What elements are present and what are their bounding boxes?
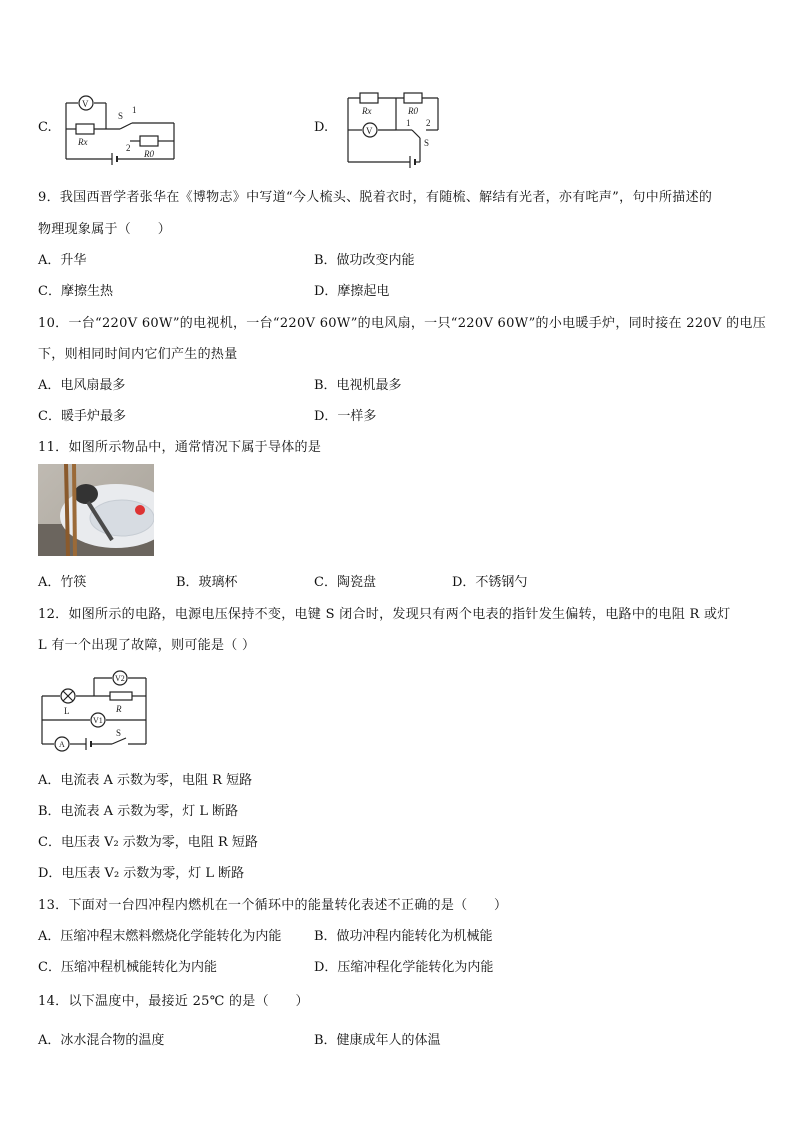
question-14-text: 14．以下温度中，最接近 25℃ 的是（ ） <box>38 994 309 1009</box>
q11-option-a[interactable]: A．竹筷 <box>38 575 87 590</box>
q11-option-b[interactable]: B．玻璃杯 <box>176 575 238 590</box>
q10-option-b[interactable]: B．电视机最多 <box>314 378 402 393</box>
contact-2-label: 2 <box>126 143 131 153</box>
question-13-text: 13．下面对一台四冲程内燃机在一个循环中的能量转化表述不正确的是（ ） <box>38 898 508 913</box>
q10-option-d[interactable]: D．一样多 <box>314 409 377 424</box>
option-c-label: C. <box>38 120 52 135</box>
question-10-text-line1: 10．一台“220V 60W”的电视机，一台“220V 60W”的电风扇，一只“220V 60W”的小电暖手炉，同时接在 220V 的电压 <box>38 316 767 331</box>
q13-option-c[interactable]: C．压缩冲程机械能转化为内能 <box>38 960 217 975</box>
switch-label: S <box>118 111 124 121</box>
question-10-text-line2: 下，则相同时间内它们产生的热量 <box>38 347 238 362</box>
q12-option-c[interactable]: C．电压表 V₂ 示数为零，电阻 R 短路 <box>38 835 258 850</box>
question-9-text-line2: 物理现象属于（ ） <box>38 222 172 237</box>
q9-option-c[interactable]: C．摩擦生热 <box>38 284 113 299</box>
switch-label: S <box>116 728 122 738</box>
contact-2-label: 2 <box>426 118 431 128</box>
tableware-illustration <box>38 464 154 556</box>
circuit-diagram-c <box>58 95 188 167</box>
contact-1-label: 1 <box>132 105 137 115</box>
q9-option-d[interactable]: D．摩擦起电 <box>314 284 390 299</box>
v1-symbol: V1 <box>93 716 103 725</box>
rx-label: Rx <box>78 137 88 147</box>
q14-option-a[interactable]: A．冰水混合物的温度 <box>38 1033 165 1048</box>
q9-option-a[interactable]: A．升华 <box>38 253 87 268</box>
switch-label: S <box>424 138 430 148</box>
r0-label: R0 <box>144 149 154 159</box>
r-label: R <box>116 704 122 714</box>
question-11-text: 11．如图所示物品中，通常情况下属于导体的是 <box>38 440 322 455</box>
q14-option-b[interactable]: B．健康成年人的体温 <box>314 1033 441 1048</box>
q10-option-a[interactable]: A．电风扇最多 <box>38 378 126 393</box>
l-label: L <box>64 706 70 716</box>
circuit-diagram-q12 <box>36 668 152 754</box>
r0-label: R0 <box>408 106 418 116</box>
q11-option-d[interactable]: D．不锈钢勺 <box>452 575 528 590</box>
q12-option-b[interactable]: B．电流表 A 示数为零，灯 L 断路 <box>38 804 239 819</box>
voltmeter-symbol: V <box>366 126 373 136</box>
q9-option-b[interactable]: B．做功改变内能 <box>314 253 415 268</box>
q12-option-d[interactable]: D．电压表 V₂ 示数为零，灯 L 断路 <box>38 866 245 881</box>
v2-symbol: V2 <box>115 674 125 683</box>
q10-option-c[interactable]: C．暖手炉最多 <box>38 409 126 424</box>
rx-label: Rx <box>362 106 372 116</box>
question-12-text-line2: L 有一个出现了故障，则可能是（ ） <box>38 638 256 653</box>
question-12-text-line1: 12．如图所示的电路，电源电压保持不变，电键 S 闭合时，发现只有两个电表的指针发生偏转，电路中的电阻 R 或灯 <box>38 607 731 622</box>
q13-option-b[interactable]: B．做功冲程内能转化为机械能 <box>314 929 493 944</box>
ammeter-symbol: A <box>59 740 65 749</box>
voltmeter-symbol: V <box>82 99 89 109</box>
q11-option-c[interactable]: C．陶瓷盘 <box>314 575 376 590</box>
circuit-diagram-d <box>340 90 450 168</box>
contact-1-label: 1 <box>406 118 411 128</box>
question-9-text-line1: 9．我国西晋学者张华在《博物志》中写道“今人梳头、脱着衣时，有随梳、解结有光者，亦有咤声”，句中所描述的 <box>38 190 713 205</box>
tableware-photo <box>38 464 154 556</box>
q13-option-a[interactable]: A．压缩冲程末燃料燃烧化学能转化为内能 <box>38 929 282 944</box>
q12-option-a[interactable]: A．电流表 A 示数为零，电阻 R 短路 <box>38 773 253 788</box>
q13-option-d[interactable]: D．压缩冲程化学能转化为内能 <box>314 960 494 975</box>
option-d-label: D. <box>314 120 329 135</box>
